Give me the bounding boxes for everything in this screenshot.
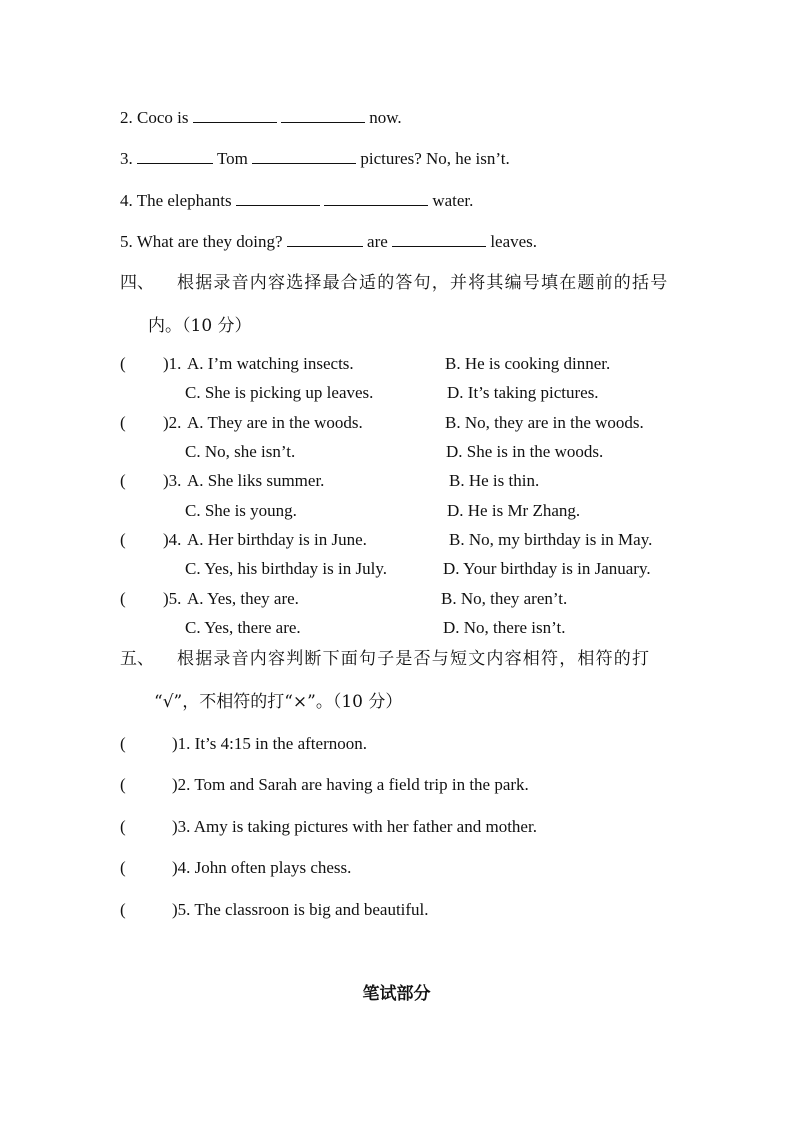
statement-3: )3. Amy is taking pictures with her father and mother. [172, 817, 537, 836]
answer-blank[interactable] [252, 149, 356, 164]
answer-blank[interactable] [236, 191, 320, 206]
answer-blank[interactable] [281, 108, 365, 123]
fill-question-2: 2. Coco is now. [120, 108, 402, 127]
answer-paren[interactable]: ( [120, 817, 126, 836]
option-b: B. He is thin. [449, 471, 540, 490]
answer-paren[interactable]: ( [120, 471, 126, 490]
item-number: )1. [163, 354, 182, 373]
answer-paren[interactable]: ( [120, 775, 126, 794]
section-5-instruction-cont: “√”，不相符的打“×”。（10 分） [154, 692, 403, 712]
option-b: B. No, my birthday is in May. [449, 530, 653, 549]
statement-1: )1. It’s 4:15 in the afternoon. [172, 734, 367, 753]
answer-paren[interactable]: ( [120, 530, 126, 549]
fill-question-3: 3. Tom pictures? No, he isn’t. [120, 149, 510, 168]
option-a: A. Her birthday is in June. [187, 530, 367, 549]
answer-blank[interactable] [193, 108, 277, 123]
option-a: A. I’m watching insects. [187, 354, 354, 373]
section-4-instruction: 根据录音内容选择最合适的答句，并将其编号填在题前的括号 [177, 273, 669, 293]
option-d: D. Your birthday is in January. [443, 559, 651, 578]
answer-paren[interactable]: ( [120, 413, 126, 432]
option-c: C. She is young. [185, 501, 297, 520]
fill-question-5: 5. What are they doing? are leaves. [120, 232, 538, 251]
written-part-title: 笔试部分 [362, 984, 431, 1004]
answer-blank[interactable] [392, 232, 486, 247]
option-b: B. He is cooking dinner. [445, 354, 611, 373]
option-d: D. No, there isn’t. [443, 618, 566, 637]
statement-5: )5. The classroon is big and beautiful. [172, 900, 429, 919]
item-number: )5. [163, 589, 182, 608]
answer-blank[interactable] [137, 149, 213, 164]
option-b: B. No, they aren’t. [441, 589, 568, 608]
option-d: D. He is Mr Zhang. [447, 501, 581, 520]
statement-2: )2. Tom and Sarah are having a field trip in the park. [172, 775, 529, 794]
option-d: D. It’s taking pictures. [447, 383, 599, 402]
section-4-instruction-cont: 内。（10 分） [148, 316, 252, 336]
section-5-instruction: 根据录音内容判断下面句子是否与短文内容相符，相符的打 [177, 649, 651, 669]
option-a: A. Yes, they are. [187, 589, 299, 608]
option-c: C. No, she isn’t. [185, 442, 296, 461]
option-c: C. Yes, his birthday is in July. [185, 559, 387, 578]
option-c: C. She is picking up leaves. [185, 383, 374, 402]
answer-paren[interactable]: ( [120, 354, 126, 373]
option-b: B. No, they are in the woods. [445, 413, 644, 432]
item-number: )4. [163, 530, 182, 549]
item-number: )3. [163, 471, 182, 490]
answer-paren[interactable]: ( [120, 734, 126, 753]
option-a: A. They are in the woods. [187, 413, 363, 432]
answer-paren[interactable]: ( [120, 858, 126, 877]
answer-paren[interactable]: ( [120, 589, 126, 608]
answer-paren[interactable]: ( [120, 900, 126, 919]
answer-blank[interactable] [324, 191, 428, 206]
option-d: D. She is in the woods. [446, 442, 604, 461]
section-4-number: 四、 [120, 273, 154, 293]
item-number: )2. [163, 413, 182, 432]
fill-question-4: 4. The elephants water. [120, 191, 474, 210]
answer-blank[interactable] [287, 232, 363, 247]
section-5-number: 五、 [120, 649, 154, 669]
statement-4: )4. John often plays chess. [172, 858, 352, 877]
option-c: C. Yes, there are. [185, 618, 301, 637]
option-a: A. She liks summer. [187, 471, 325, 490]
